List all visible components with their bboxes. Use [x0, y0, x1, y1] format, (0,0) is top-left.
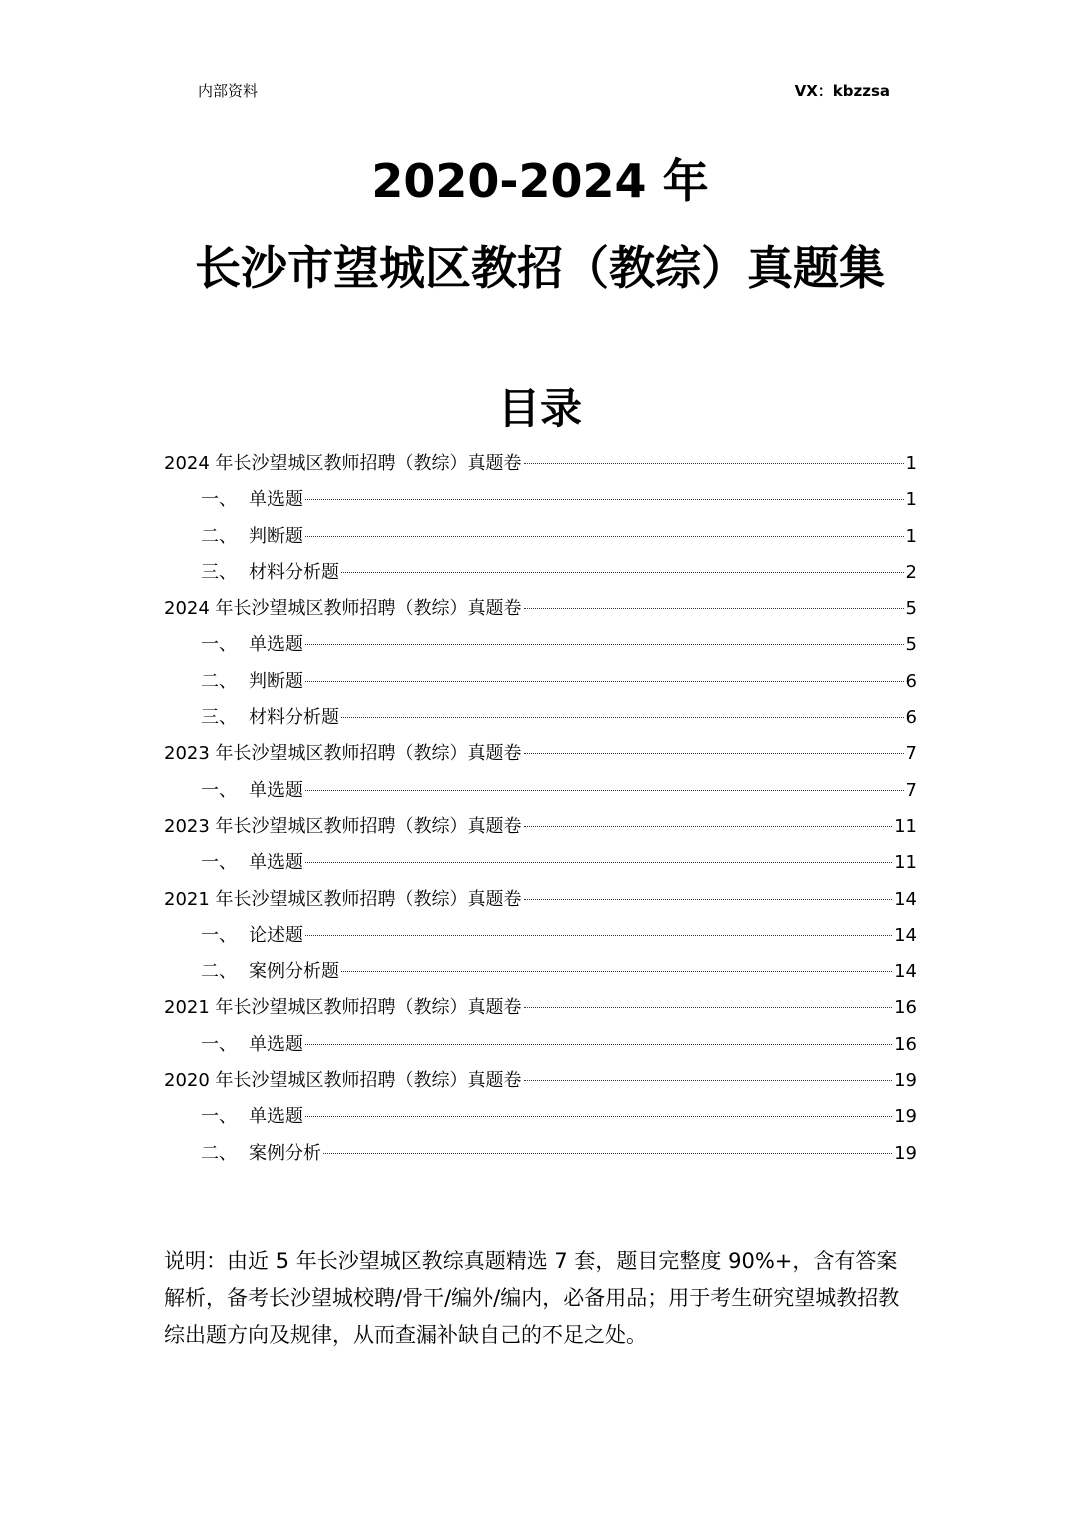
toc-leader-dots: [305, 680, 904, 682]
doc-title-main: 长沙市望城区教招（教综）真题集: [195, 241, 885, 295]
toc-page-number: 5: [905, 598, 917, 620]
toc-entry-label: 论述题: [249, 924, 303, 946]
toc-subentry[interactable]: [164, 627, 917, 663]
toc-page-number: 19: [894, 1070, 917, 1092]
toc-subentry[interactable]: [164, 1027, 917, 1063]
toc-page-number: 19: [894, 1142, 917, 1164]
toc-subentry[interactable]: [164, 519, 917, 555]
toc-entry-number: 二、: [201, 670, 237, 692]
toc-entry-label: 案例分析题: [249, 961, 339, 983]
toc-leader-dots: [341, 716, 904, 718]
toc-leader-dots: [524, 462, 904, 464]
toc-leader-dots: [524, 752, 904, 754]
toc-entry-label: 2021 年长沙望城区教师招聘（教综）真题卷: [164, 888, 522, 910]
toc-entry-number: 二、: [201, 525, 237, 547]
toc-page-number: 14: [894, 924, 917, 946]
toc-page-number: 6: [905, 670, 917, 692]
toc-subentry[interactable]: [164, 845, 917, 881]
toc-entry-label: 2024 年长沙望城区教师招聘（教综）真题卷: [164, 598, 522, 620]
toc-entry[interactable]: [164, 809, 917, 845]
toc-page-number: 7: [905, 743, 917, 765]
toc-entry-number: 二、: [201, 961, 237, 983]
table-of-contents: [164, 446, 917, 1172]
toc-entry-label: 材料分析题: [249, 561, 339, 583]
toc-entry-number: 一、: [201, 852, 237, 874]
toc-page-number: 7: [905, 779, 917, 801]
toc-heading: 目录: [497, 384, 582, 433]
toc-entry-number: 一、: [201, 1033, 237, 1055]
toc-page-number: 16: [894, 1033, 917, 1055]
toc-page-number: 1: [905, 489, 917, 511]
toc-page-number: 19: [894, 1106, 917, 1128]
toc-entry-label: 单选题: [249, 1106, 303, 1128]
toc-entry-label: 材料分析题: [249, 707, 339, 729]
toc-page-number: 14: [894, 961, 917, 983]
toc-leader-dots: [341, 571, 904, 573]
toc-page-number: 11: [894, 852, 917, 874]
toc-leader-dots: [524, 898, 893, 900]
toc-subentry[interactable]: [164, 1099, 917, 1135]
toc-entry[interactable]: [164, 591, 917, 627]
toc-subentry[interactable]: [164, 773, 917, 809]
toc-leader-dots: [524, 607, 904, 609]
toc-entry[interactable]: [164, 736, 917, 772]
toc-entry-label: 判断题: [249, 670, 303, 692]
toc-page-number: 11: [894, 815, 917, 837]
toc-entry[interactable]: [164, 990, 917, 1026]
toc-entry-number: 一、: [201, 489, 237, 511]
toc-subentry[interactable]: [164, 482, 917, 518]
toc-subentry[interactable]: [164, 918, 917, 954]
toc-entry-number: 二、: [201, 1142, 237, 1164]
toc-entry-label: 单选题: [249, 852, 303, 874]
header-left-text: 内部资料: [198, 82, 259, 100]
toc-leader-dots: [524, 1079, 893, 1081]
toc-leader-dots: [305, 789, 904, 791]
toc-leader-dots: [305, 934, 892, 936]
toc-entry-label: 单选题: [249, 489, 303, 511]
toc-leader-dots: [305, 1115, 892, 1117]
toc-entry-label: 单选题: [249, 1033, 303, 1055]
toc-entry-label: 2023 年长沙望城区教师招聘（教综）真题卷: [164, 815, 522, 837]
toc-entry-number: 一、: [201, 634, 237, 656]
toc-page-number: 6: [905, 707, 917, 729]
toc-leader-dots: [524, 825, 893, 827]
toc-subentry[interactable]: [164, 954, 917, 990]
doc-title-years: 2020-2024 年: [371, 154, 709, 208]
toc-entry-number: 一、: [201, 1106, 237, 1128]
toc-page-number: 16: [894, 997, 917, 1019]
toc-page-number: 2: [905, 561, 917, 583]
toc-subentry[interactable]: [164, 664, 917, 700]
toc-entry[interactable]: [164, 446, 917, 482]
toc-entry-label: 2021 年长沙望城区教师招聘（教综）真题卷: [164, 997, 522, 1019]
toc-entry-label: 案例分析: [249, 1142, 321, 1164]
toc-subentry[interactable]: [164, 1136, 917, 1172]
toc-entry-label: 2024 年长沙望城区教师招聘（教综）真题卷: [164, 453, 522, 474]
toc-entry-label: 单选题: [249, 779, 303, 801]
toc-page-number: 5: [905, 634, 917, 656]
toc-leader-dots: [341, 970, 892, 972]
toc-leader-dots: [524, 1006, 893, 1008]
toc-leader-dots: [305, 535, 904, 537]
toc-subentry[interactable]: [164, 700, 917, 736]
toc-entry-label: 2023 年长沙望城区教师招聘（教综）真题卷: [164, 743, 522, 765]
toc-leader-dots: [305, 643, 904, 645]
toc-entry[interactable]: [164, 882, 917, 918]
toc-page-number: 1: [905, 525, 917, 547]
toc-leader-dots: [305, 1043, 892, 1045]
toc-page-number: 1: [905, 453, 917, 474]
toc-entry-label: 单选题: [249, 634, 303, 656]
toc-page-number: 14: [894, 888, 917, 910]
toc-leader-dots: [305, 861, 892, 863]
toc-entry-label: 2020 年长沙望城区教师招聘（教综）真题卷: [164, 1070, 522, 1092]
toc-entry-number: 一、: [201, 779, 237, 801]
toc-entry[interactable]: [164, 1063, 917, 1099]
description-note: 说明：由近 5 年长沙望城区教综真题精选 7 套，题目完整度 90%+，含有答案解析，备考长沙望城校聘/骨干/编外/编内，必备用品；用于考生研究望城教招教综出题方向及规律，从而查漏补缺自己的不足之处。: [164, 1249, 900, 1347]
toc-entry-number: 三、: [201, 707, 237, 729]
toc-entry-number: 三、: [201, 561, 237, 583]
toc-entry-number: 一、: [201, 924, 237, 946]
header-right-contact: VX：kbzzsa: [794, 82, 890, 100]
toc-entry-label: 判断题: [249, 525, 303, 547]
toc-subentry[interactable]: [164, 555, 917, 591]
toc-leader-dots: [323, 1152, 892, 1154]
toc-leader-dots: [305, 498, 904, 500]
